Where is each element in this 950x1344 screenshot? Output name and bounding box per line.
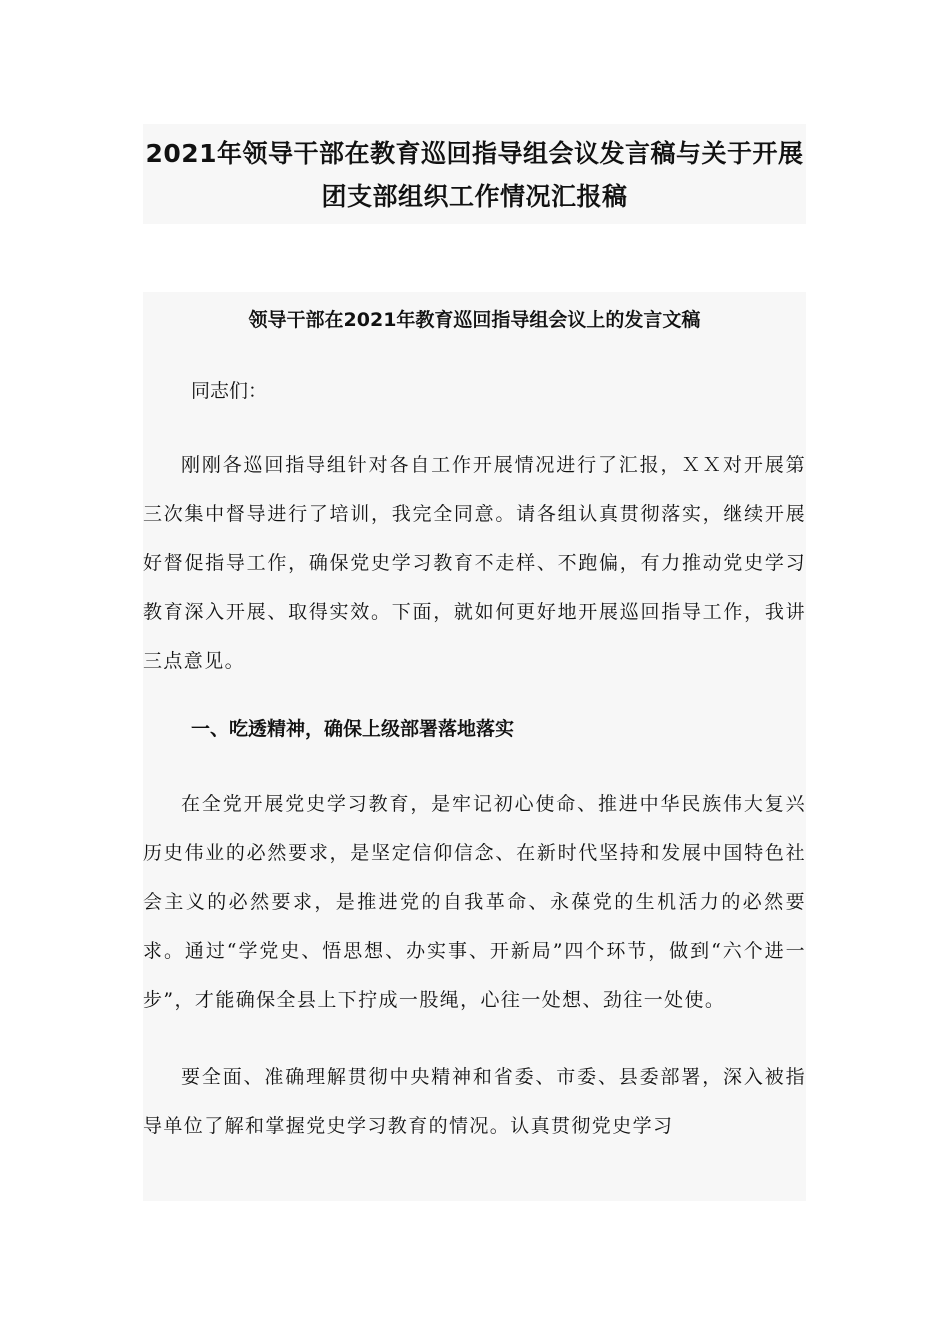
salutation: 同志们： xyxy=(191,380,268,402)
speech-title: 领导干部在2021年教育巡回指导组会议上的发言文稿 xyxy=(248,309,701,331)
document-title: 2021年领导干部在教育巡回指导组会议发言稿与关于开展团支部组织工作情况汇报稿 xyxy=(145,139,804,211)
paragraph-section-1-cont: 要全面、准确理解贯彻中央精神和省委、市委、县委部署，深入被指导单位了解和掌握党史学习教育的情况。认真贯彻党史学习 xyxy=(143,1066,806,1137)
document-body xyxy=(143,292,806,1201)
paragraph-section-1: 在全党开展党史学习教育，是牢记初心使命、推进中华民族伟大复兴历史伟业的必然要求，是坚定信仰信念、在新时代坚持和发展中国特色社会主义的必然要求，是推进党的自我革命、永葆党的生机活力的必然要求。通过“学党史、悟思想、办实事、开新局”四个环节，做到“六个进一步”，才能确保全县上下拧成一股绳，心往一处想、劲往一处使。 xyxy=(143,793,806,1011)
title-block xyxy=(143,124,806,224)
section-heading-1: 一、吃透精神，确保上级部署落地落实 xyxy=(191,718,515,740)
paragraph-intro: 刚刚各巡回指导组针对各自工作开展情况进行了汇报，ＸＸ对开展第三次集中督导进行了培训，我完全同意。请各组认真贯彻落实，继续开展好督促指导工作，确保党史学习教育不走样、不跑偏，有力推动党史学习教育深入开展、取得实效。下面，就如何更好地开展巡回指导工作，我讲三点意见。 xyxy=(143,454,806,672)
